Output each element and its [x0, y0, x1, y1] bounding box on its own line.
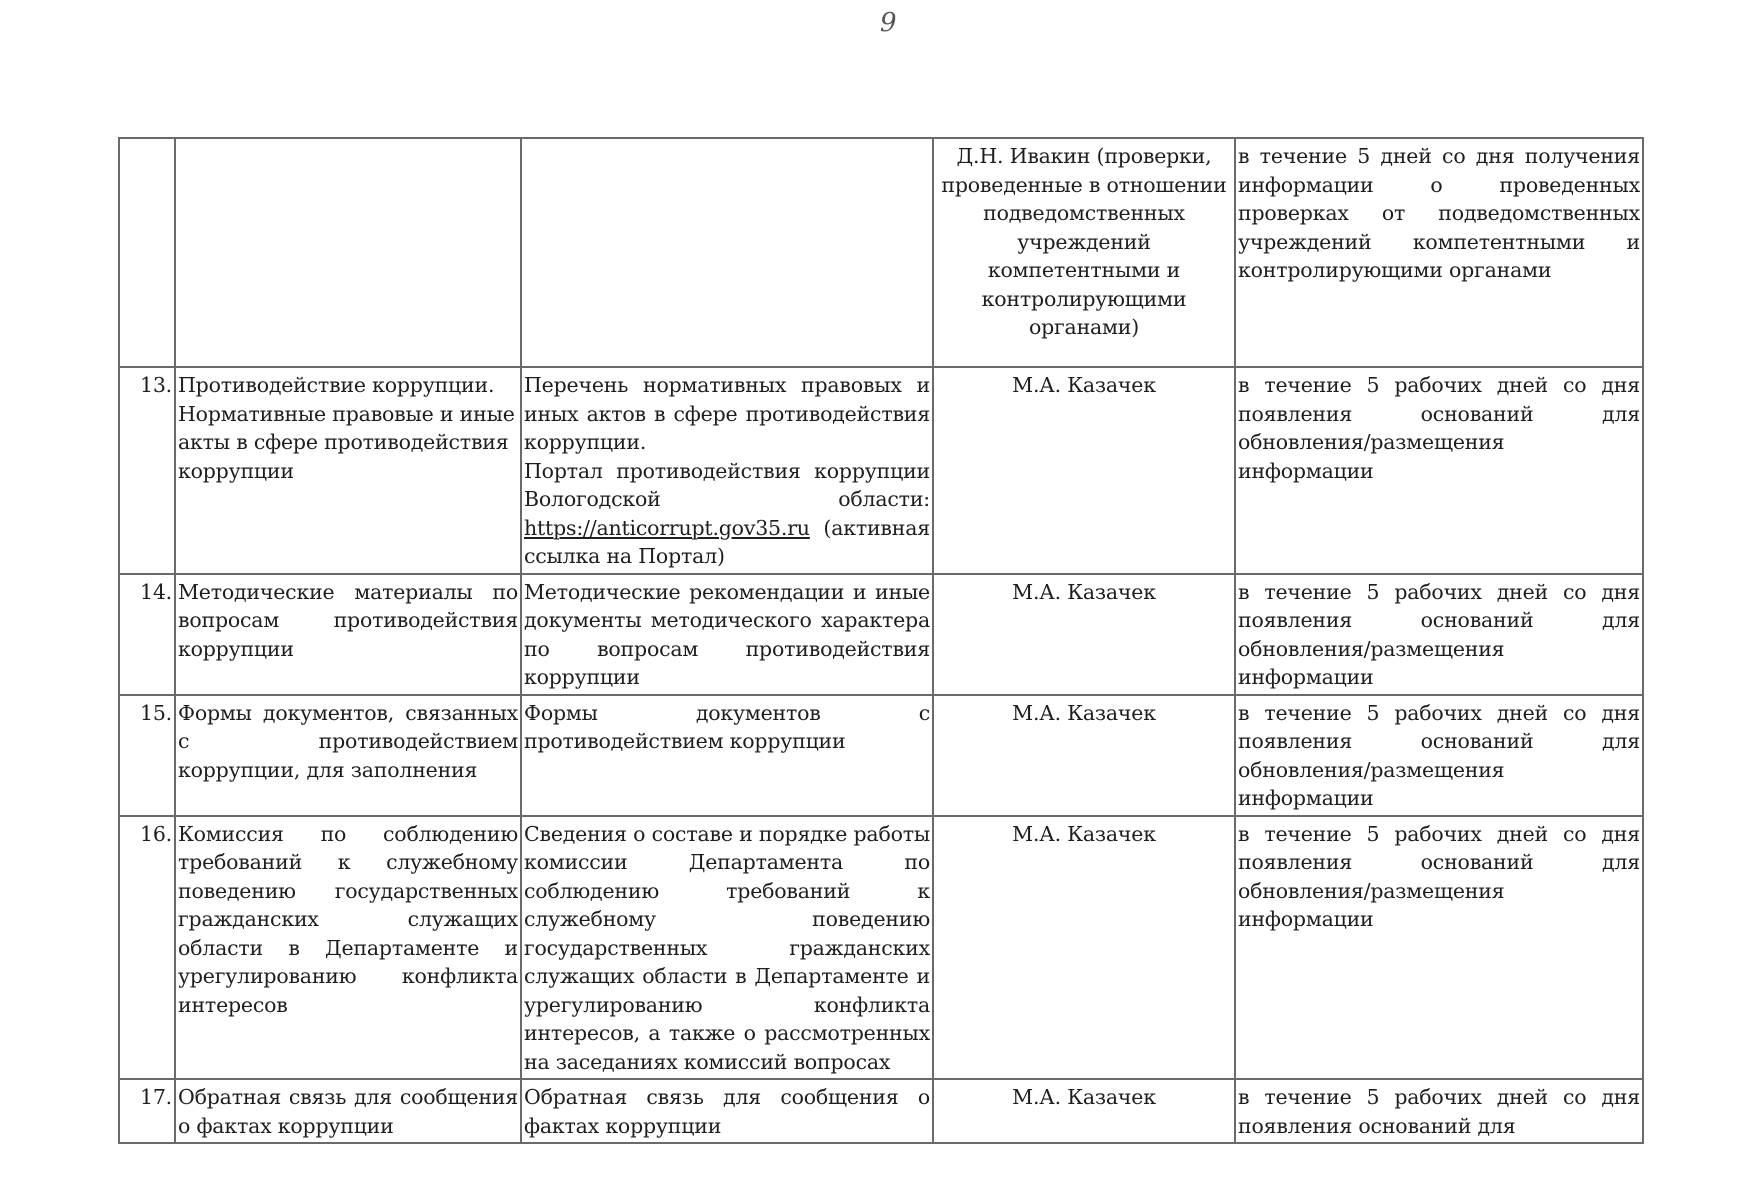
responsible-person: М.А. Казачек — [933, 1079, 1235, 1143]
row-number: 13. — [119, 367, 175, 574]
update-term: в течение 5 дней со дня получения информации о проведенных проверках от подведомственных учреждений компетентными и контролирующими органами — [1235, 138, 1643, 367]
row-number: 16. — [119, 816, 175, 1080]
table-row — [119, 695, 1643, 816]
update-term: в течение 5 рабочих дней со дня появления оснований для обновления/размещения информации — [1235, 367, 1643, 574]
section-name: Комиссия по соблюдению требований к служебному поведению государственных гражданских служащих области в Департаменте и урегулированию конфликта интересов — [175, 816, 521, 1080]
responsible-person: М.А. Казачек — [933, 816, 1235, 1080]
row-number — [119, 138, 175, 367]
section-name: Методические материалы по вопросам противодействия коррупции — [175, 574, 521, 695]
section-content: Формы документов с противодействием коррупции — [521, 695, 933, 816]
table-row — [119, 367, 1643, 574]
document-table — [118, 137, 1644, 1144]
section-content: Сведения о составе и порядке работы комиссии Департамента по соблюдению требований к служебному поведению государственных гражданских служащих области в Департаменте и урегулированию конфликта интересов, а также о рассмотренных на заседаниях комиссий вопросах — [521, 816, 933, 1080]
content-text: Перечень нормативных правовых и иных актов в сфере противодействия коррупции. Портал противодействия коррупции Вологодской области: — [524, 373, 930, 511]
section-name: Формы документов, связанных с противодействием коррупции, для заполнения — [175, 695, 521, 816]
table-row — [119, 1079, 1643, 1143]
table-row — [119, 138, 1643, 367]
update-term: в течение 5 рабочих дней со дня появления оснований для обновления/размещения информации — [1235, 816, 1643, 1080]
row-number: 14. — [119, 574, 175, 695]
content-after-link: (активная ссылка на Портал) — [524, 515, 930, 568]
section-content: Обратная связь для сообщения о фактах коррупции — [521, 1079, 933, 1143]
section-content — [521, 367, 933, 574]
update-term: в течение 5 рабочих дней со дня появления оснований для — [1235, 1079, 1643, 1143]
section-name: Обратная связь для сообщения о фактах коррупции — [175, 1079, 521, 1143]
row-number: 15. — [119, 695, 175, 816]
responsible-person: Д.Н. Ивакин (проверки, проведенные в отношении подведомственных учреждений компетентными и контролирующими органами) — [933, 138, 1235, 367]
section-content: Методические рекомендации и иные документы методического характера по вопросам противодействия коррупции — [521, 574, 933, 695]
section-name — [175, 138, 521, 367]
page-number: 9 — [880, 8, 897, 38]
portal-link[interactable]: https://anticorrupt.gov35.ru — [524, 515, 810, 540]
section-name: Противодействие коррупции. Нормативные правовые и иные акты в сфере противодействия коррупции — [175, 367, 521, 574]
table-row — [119, 816, 1643, 1080]
row-number: 17. — [119, 1079, 175, 1143]
section-content — [521, 138, 933, 367]
update-term: в течение 5 рабочих дней со дня появления оснований для обновления/размещения информации — [1235, 695, 1643, 816]
responsible-person: М.А. Казачек — [933, 695, 1235, 816]
responsible-person: М.А. Казачек — [933, 574, 1235, 695]
table-row — [119, 574, 1643, 695]
responsible-person: М.А. Казачек — [933, 367, 1235, 574]
update-term: в течение 5 рабочих дней со дня появления оснований для обновления/размещения информации — [1235, 574, 1643, 695]
